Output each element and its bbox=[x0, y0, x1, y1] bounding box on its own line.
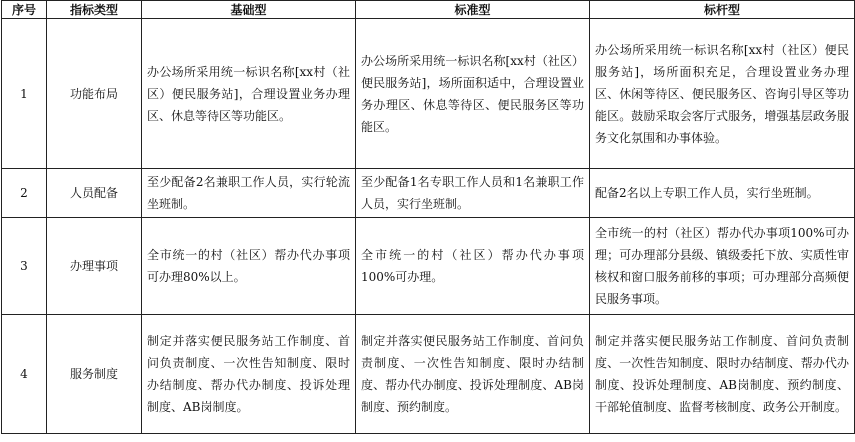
header-benchmark: 标杆型 bbox=[590, 1, 855, 19]
table-row bbox=[2, 19, 855, 169]
basic-text: 全市统一的村（社区）帮办代办事项可办理80%以上。 bbox=[147, 248, 350, 284]
basic-cell bbox=[142, 169, 356, 218]
basic-text: 制定并落实便民服务站工作制度、首问负责制度、一次性告知制度、限时办结制度、帮办代办制度、投诉处理制度、AB岗制度。 bbox=[147, 334, 350, 414]
standard-text: 办公场所采用统一标识名称[xx村（社区）便民服务站]，场所面积适中，合理设置业务办理区、休息等待区、便民服务区等功能区。 bbox=[361, 53, 584, 134]
benchmark-text: 配备2名以上专职工作人员，实行坐班制。 bbox=[595, 186, 819, 200]
row-number: 2 bbox=[2, 169, 47, 218]
basic-text: 办公场所采用统一标识名称[xx村（社区）便民服务站]，合理设置业务办理区、休息等待区等功能区。 bbox=[147, 64, 350, 123]
benchmark-text: 制定并落实便民服务站工作制度、首问负责制度、一次性告知制度、限时办结制度、帮办代办制度、投诉处理制度、AB岗制度、预约制度、干部轮值制度、监督考核制度、政务公开制度。 bbox=[595, 334, 849, 414]
standard-cell bbox=[356, 19, 590, 169]
standard-cell bbox=[356, 315, 590, 434]
basic-text: 至少配备2名兼职工作人员，实行轮流坐班制。 bbox=[147, 175, 350, 211]
benchmark-text: 全市统一的村（社区）帮办代办事项100%可办理；可办理部分县级、镇级委托下放、实质性审核权和窗口服务前移的事项；可办理部分高频便民服务事项。 bbox=[595, 226, 849, 306]
benchmark-cell bbox=[590, 218, 855, 315]
basic-cell bbox=[142, 315, 356, 434]
header-basic: 基础型 bbox=[142, 1, 356, 19]
standards-table bbox=[1, 0, 855, 434]
row-number: 4 bbox=[2, 315, 47, 434]
indicator-type: 功能布局 bbox=[47, 19, 142, 169]
header-indicator-type: 指标类型 bbox=[47, 1, 142, 19]
benchmark-cell bbox=[590, 19, 855, 169]
standard-cell bbox=[356, 218, 590, 315]
table-row bbox=[2, 169, 855, 218]
benchmark-cell bbox=[590, 169, 855, 218]
benchmark-text: 办公场所采用统一标识名称[xx村（社区）便民服务站]，场所面积充足，合理设置业务办理区、休闲等待区、便民服务区、咨询引导区等功能区。鼓励采取会客厅式服务，增强基层政务服务文化氛围和办事体验。 bbox=[595, 42, 849, 145]
header-row bbox=[2, 1, 855, 19]
benchmark-cell bbox=[590, 315, 855, 434]
indicator-type: 人员配备 bbox=[47, 169, 142, 218]
row-number: 3 bbox=[2, 218, 47, 315]
basic-cell bbox=[142, 218, 356, 315]
row-number: 1 bbox=[2, 19, 47, 169]
table-row bbox=[2, 218, 855, 315]
standard-text: 全市统一的村（社区）帮办代办事项100%可办理。 bbox=[361, 248, 584, 284]
indicator-type: 服务制度 bbox=[47, 315, 142, 434]
header-standard: 标准型 bbox=[356, 1, 590, 19]
standard-text: 制定并落实便民服务站工作制度、首问负责制度、一次性告知制度、限时办结制度、帮办代办制度、投诉处理制度、AB岗制度、预约制度。 bbox=[361, 334, 584, 414]
standard-cell bbox=[356, 169, 590, 218]
standard-text: 至少配备1名专职工作人员和1名兼职工作人员，实行坐班制。 bbox=[361, 175, 584, 211]
table-row bbox=[2, 315, 855, 434]
basic-cell bbox=[142, 19, 356, 169]
header-number: 序号 bbox=[2, 1, 47, 19]
indicator-type: 办理事项 bbox=[47, 218, 142, 315]
